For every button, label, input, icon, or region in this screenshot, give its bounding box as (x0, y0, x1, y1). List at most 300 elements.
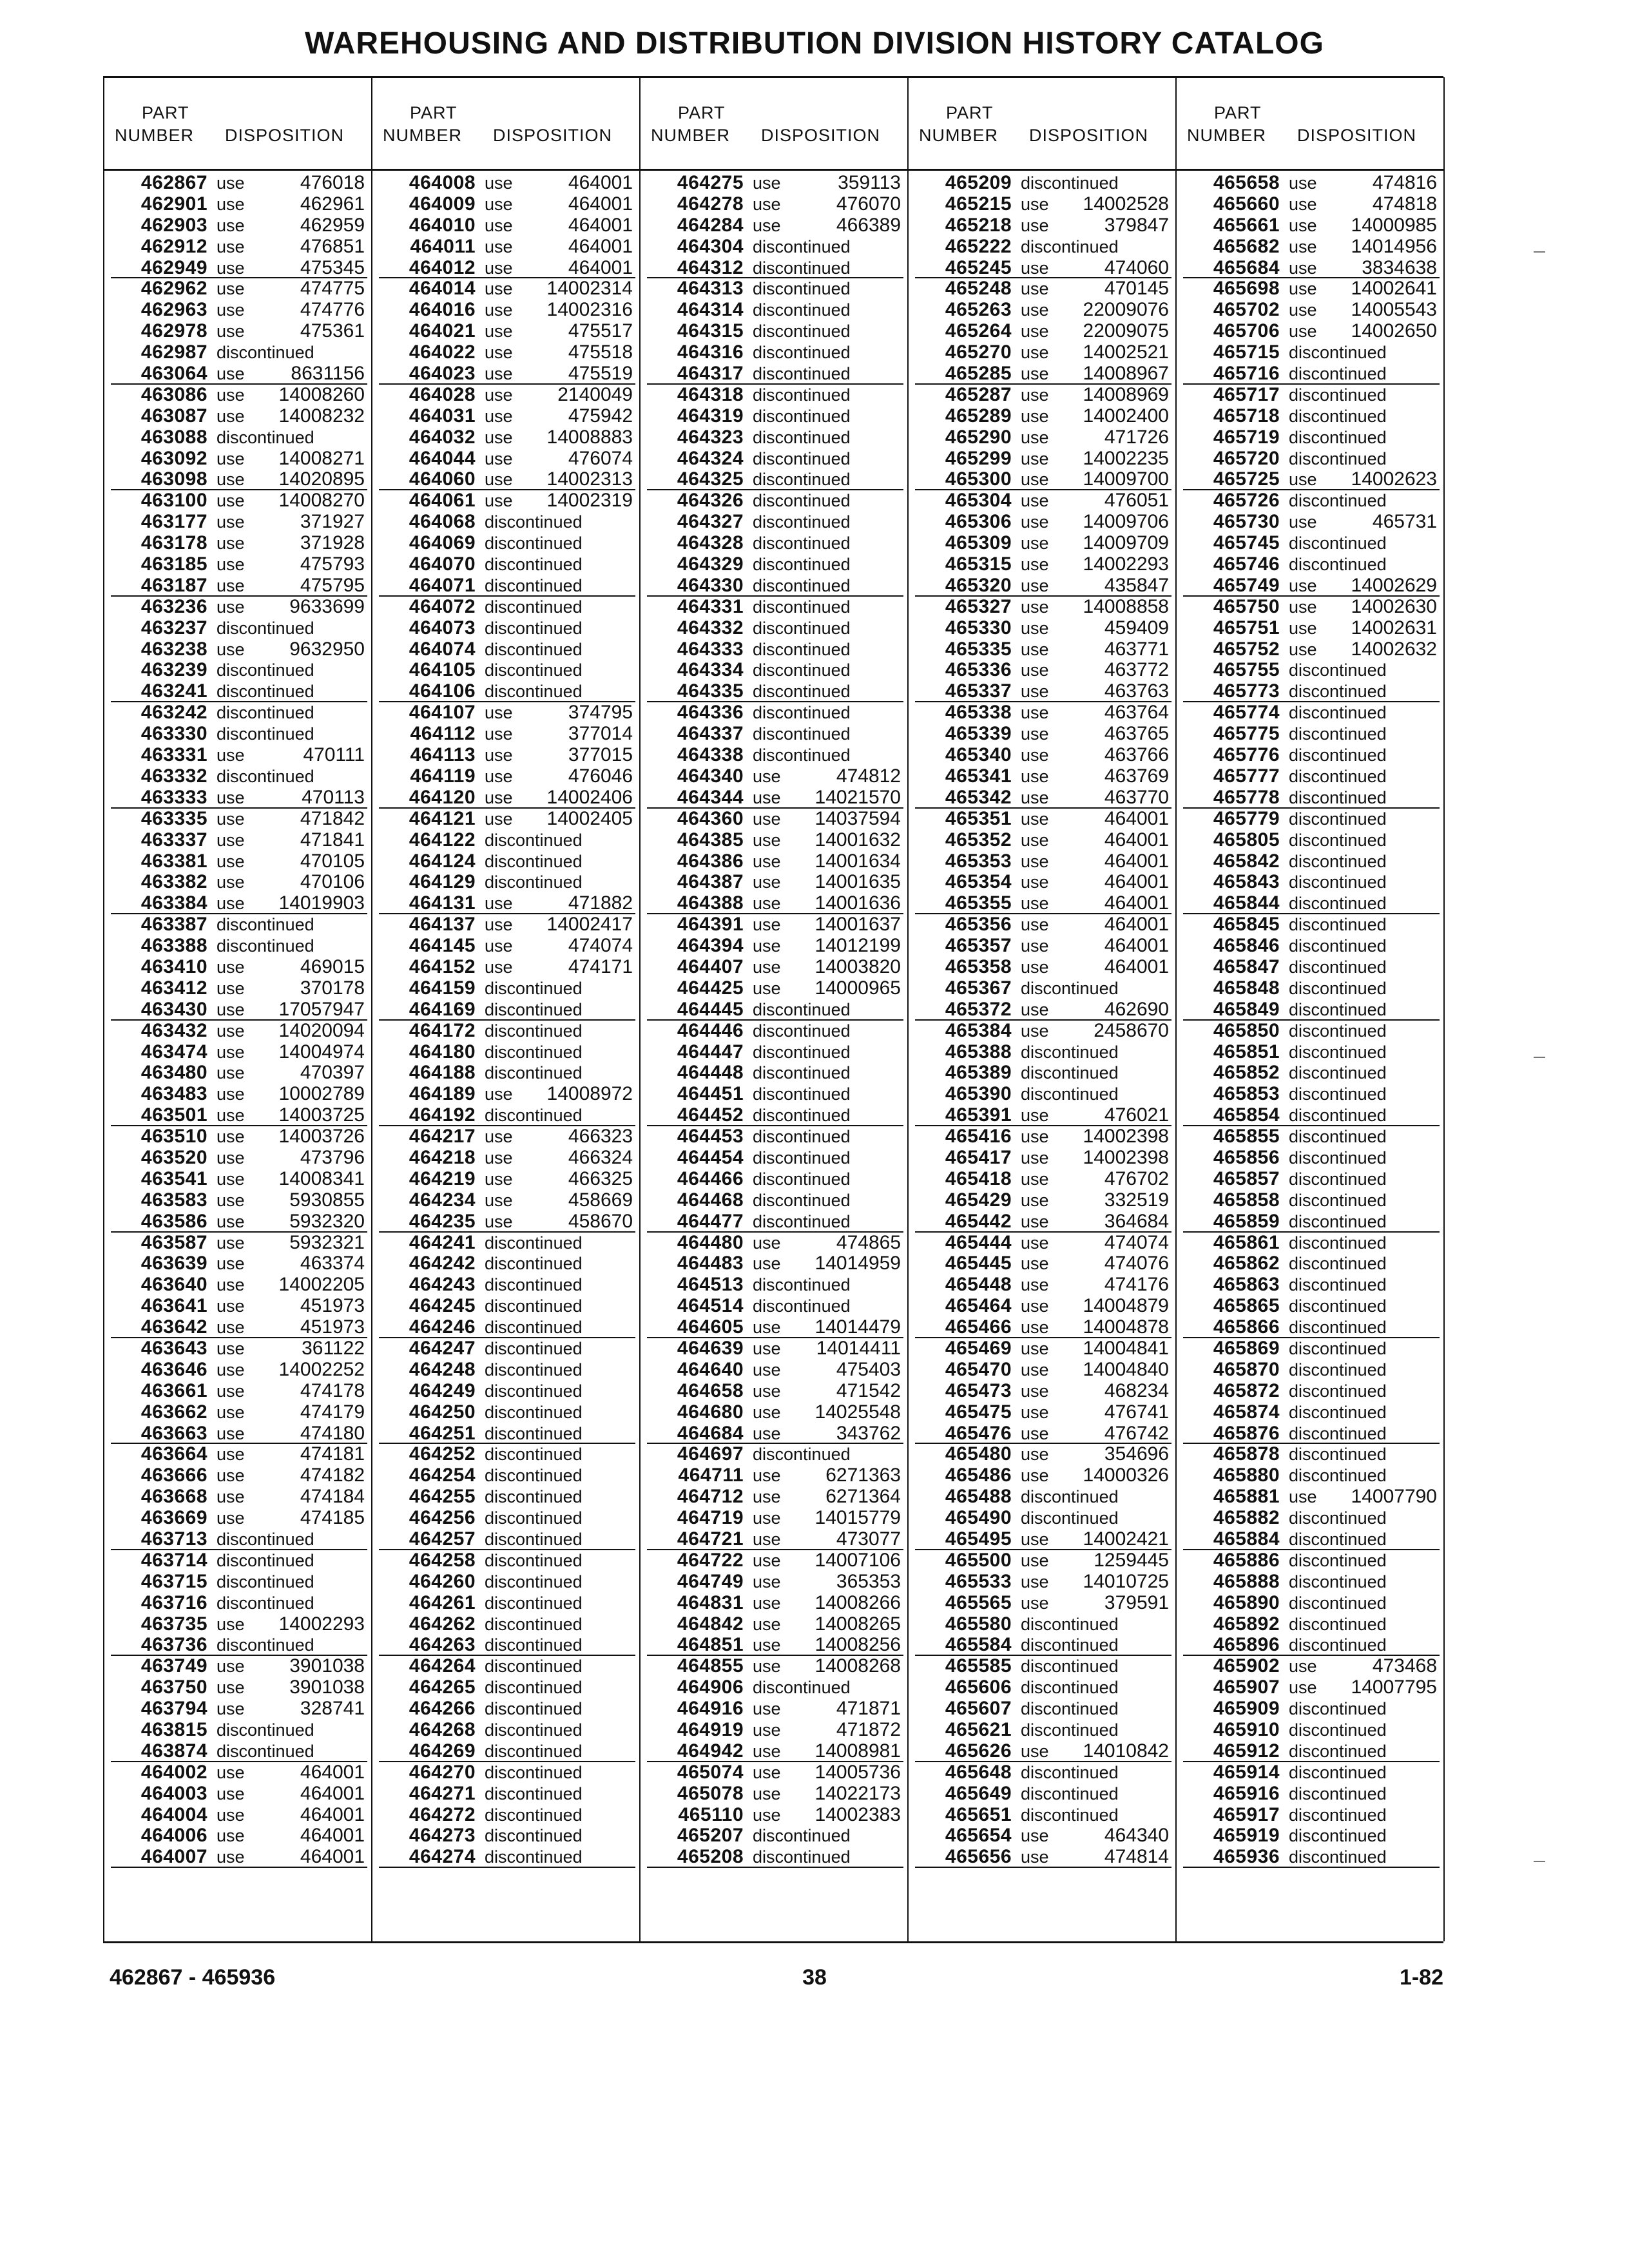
disposition-keyword: discontinued (1289, 1593, 1387, 1613)
replacement-part-number: 14002405 (546, 807, 633, 829)
disposition (207, 872, 367, 893)
table-row (111, 1190, 367, 1211)
table-row (379, 1423, 635, 1445)
disposition-keyword: use (753, 851, 781, 871)
table-row (111, 1402, 367, 1423)
table-row (1183, 1423, 1440, 1445)
part-number: 464121 (409, 807, 476, 829)
part-number: 465388 (945, 1041, 1012, 1062)
part-number: 464243 (409, 1274, 476, 1296)
disposition-keyword: use (1021, 406, 1049, 426)
table-row (647, 1571, 903, 1593)
disposition (1280, 1741, 1440, 1762)
part-number: 464145 (409, 935, 476, 957)
disposition-keyword: discontinued (217, 660, 314, 680)
replacement-part-number: 14002406 (546, 786, 633, 808)
table-row (915, 533, 1171, 554)
disposition (476, 363, 635, 385)
disposition (744, 1550, 903, 1571)
disposition (1012, 575, 1171, 597)
table-row (915, 1783, 1171, 1805)
replacement-part-number: 474182 (300, 1465, 365, 1486)
replacement-part-number: 466324 (568, 1146, 633, 1168)
part-number: 465896 (1213, 1634, 1280, 1656)
disposition-keyword: discontinued (217, 1571, 314, 1591)
disposition (1012, 851, 1171, 872)
part-number: 465881 (1213, 1486, 1280, 1508)
replacement-part-number: 14002398 (1083, 1126, 1169, 1148)
replacement-part-number: 9633699 (289, 595, 365, 617)
table-row (379, 1169, 635, 1190)
table-row (1183, 1508, 1440, 1529)
table-row (1183, 957, 1440, 978)
table-row (1183, 893, 1440, 914)
disposition-keyword: discontinued (753, 1275, 851, 1295)
replacement-part-number: 463765 (1104, 723, 1169, 745)
part-number: 462962 (140, 278, 207, 300)
part-number: 465749 (1213, 574, 1280, 596)
disposition-keyword: discontinued (1289, 1169, 1387, 1189)
replacement-part-number: 14000965 (815, 977, 901, 999)
replacement-part-number: 5932321 (289, 1231, 365, 1253)
disposition (744, 385, 903, 406)
disposition (1280, 1423, 1440, 1445)
table-row (1183, 321, 1440, 342)
replacement-part-number: 14025548 (815, 1401, 901, 1423)
disposition-keyword: discontinued (753, 1826, 851, 1846)
replacement-part-number: 463772 (1104, 659, 1169, 681)
disposition (1012, 639, 1171, 660)
part-number: 463087 (140, 405, 207, 427)
disposition-keyword: use (1021, 1466, 1049, 1486)
replacement-part-number: 14008270 (278, 490, 365, 512)
part-number: 464189 (409, 1083, 476, 1105)
disposition (207, 1296, 367, 1317)
header-number: NUMBER (651, 126, 731, 145)
table-row (915, 1465, 1171, 1486)
part-number: 465289 (945, 405, 1012, 427)
replacement-part-number: 14001635 (815, 871, 901, 893)
table-row (379, 215, 635, 236)
table-row (1183, 1529, 1440, 1550)
replacement-part-number: 469015 (300, 956, 365, 977)
replacement-part-number: 476851 (300, 235, 365, 257)
column-header (371, 102, 639, 147)
part-number: 465533 (945, 1570, 1012, 1592)
table-row (111, 1360, 367, 1381)
table-row (647, 1233, 903, 1254)
header-disposition: DISPOSITION (225, 126, 345, 145)
disposition-keyword: discontinued (485, 851, 583, 871)
table-row (647, 851, 903, 872)
part-number: 464011 (410, 235, 476, 257)
table-row (647, 236, 903, 258)
replacement-part-number: 470145 (1104, 278, 1169, 300)
disposition (1280, 278, 1440, 300)
disposition-keyword: use (217, 830, 245, 850)
replacement-part-number: 464001 (300, 1782, 365, 1804)
column-divider (639, 77, 641, 1941)
replacement-part-number: 14002629 (1351, 574, 1437, 596)
part-number: 464119 (410, 765, 476, 787)
part-number: 464260 (409, 1570, 476, 1592)
disposition-keyword: discontinued (1289, 1423, 1387, 1443)
disposition-keyword: use (753, 1571, 781, 1591)
disposition-keyword: use (217, 1084, 245, 1104)
disposition-keyword: discontinued (1021, 1657, 1119, 1677)
table-row (915, 999, 1171, 1021)
table-row (1183, 681, 1440, 702)
table-row (647, 1021, 903, 1042)
part-number: 464387 (677, 871, 744, 893)
disposition-keyword: discontinued (753, 343, 851, 363)
table-row (647, 1253, 903, 1274)
disposition-keyword: discontinued (485, 1678, 583, 1698)
disposition (476, 469, 635, 490)
disposition (207, 1486, 367, 1508)
part-number: 465304 (945, 490, 1012, 512)
disposition (476, 236, 635, 258)
disposition-keyword: discontinued (217, 766, 314, 786)
disposition-keyword: use (753, 957, 781, 977)
part-number: 464658 (677, 1379, 744, 1401)
table-row (379, 1126, 635, 1148)
disposition (1012, 1148, 1171, 1169)
part-number: 464316 (677, 341, 744, 363)
disposition-keyword: use (1021, 322, 1049, 341)
disposition-keyword: use (217, 1699, 245, 1719)
disposition-keyword: use (1289, 512, 1317, 532)
disposition (744, 1847, 903, 1868)
disposition (1012, 1296, 1171, 1317)
disposition-keyword: discontinued (485, 1508, 583, 1528)
disposition (1012, 1105, 1171, 1126)
disposition (1280, 1360, 1440, 1381)
table-row (111, 427, 367, 448)
part-number: 463874 (140, 1740, 207, 1762)
table-row (915, 809, 1171, 830)
disposition-keyword: discontinued (753, 639, 851, 659)
disposition-keyword: discontinued (1289, 809, 1387, 829)
part-number: 465842 (1213, 850, 1280, 872)
table-row (915, 978, 1171, 999)
replacement-part-number: 464001 (1104, 829, 1169, 850)
disposition (1012, 1253, 1171, 1274)
disposition-keyword: use (753, 1550, 781, 1570)
table-row (379, 1508, 635, 1529)
disposition-keyword: discontinued (485, 1318, 583, 1338)
replacement-part-number: 22009076 (1083, 299, 1169, 321)
table-row (647, 660, 903, 681)
disposition (1280, 1677, 1440, 1698)
table-row (915, 1444, 1171, 1465)
table-row (111, 1253, 367, 1274)
footer-range: 462867 - 465936 (110, 1965, 276, 1990)
disposition (476, 1571, 635, 1593)
disposition (207, 1148, 367, 1169)
disposition-keyword: use (485, 936, 513, 956)
part-number: 463185 (140, 553, 207, 575)
disposition-keyword: discontinued (1289, 1508, 1387, 1528)
part-number: 465110 (678, 1803, 744, 1825)
table-row (647, 173, 903, 194)
disposition-keyword: discontinued (1289, 1805, 1387, 1825)
part-number: 465851 (1213, 1041, 1280, 1062)
disposition (744, 533, 903, 554)
table-row (379, 469, 635, 490)
disposition (1012, 597, 1171, 618)
disposition (476, 321, 635, 342)
disposition-keyword: discontinued (485, 1762, 583, 1782)
disposition (207, 575, 367, 597)
disposition (207, 1126, 367, 1148)
replacement-part-number: 474812 (836, 765, 901, 787)
table-row (647, 1508, 903, 1529)
disposition-keyword: discontinued (1289, 724, 1387, 744)
disposition (744, 1169, 903, 1190)
disposition-keyword: discontinued (1289, 491, 1387, 511)
table-row (1183, 1571, 1440, 1593)
part-number: 464284 (677, 214, 744, 236)
disposition (1012, 1847, 1171, 1868)
table-row (1183, 1338, 1440, 1360)
disposition-keyword: discontinued (1289, 787, 1387, 807)
part-number: 465649 (945, 1782, 1012, 1804)
table-row (647, 1317, 903, 1338)
table-row (915, 1847, 1171, 1868)
disposition (476, 385, 635, 406)
table-row (111, 1847, 367, 1868)
disposition-keyword: discontinued (753, 385, 851, 405)
table-row (915, 490, 1171, 512)
disposition (207, 936, 367, 957)
part-number: 464248 (409, 1358, 476, 1380)
table-row (915, 194, 1171, 215)
disposition (744, 278, 903, 300)
disposition-keyword: discontinued (753, 724, 851, 744)
disposition (1012, 448, 1171, 470)
disposition (1280, 1444, 1440, 1465)
table-row (1183, 1656, 1440, 1677)
disposition-keyword: use (1289, 173, 1317, 193)
table-row (111, 1593, 367, 1614)
part-number: 464113 (410, 744, 476, 766)
part-number: 464916 (677, 1698, 744, 1720)
disposition-keyword: use (217, 194, 245, 214)
disposition-keyword: use (1021, 533, 1049, 553)
table-row (1183, 1698, 1440, 1720)
part-number: 463382 (140, 871, 207, 893)
disposition-keyword: use (1289, 597, 1317, 617)
disposition (476, 342, 635, 363)
table-row (1183, 809, 1440, 830)
replacement-part-number: 5930855 (289, 1189, 365, 1211)
disposition-keyword: use (217, 385, 245, 405)
table-row (379, 1317, 635, 1338)
disposition (207, 194, 367, 215)
table-row (915, 724, 1171, 745)
replacement-part-number: 14012199 (815, 935, 901, 957)
disposition (1012, 1381, 1171, 1402)
disposition-keyword: discontinued (1289, 1084, 1387, 1104)
disposition-keyword: use (1021, 639, 1049, 659)
disposition (1012, 1402, 1171, 1423)
disposition-keyword: discontinued (753, 406, 851, 426)
disposition (744, 554, 903, 575)
disposition-keyword: discontinued (753, 470, 851, 490)
table-row (647, 1423, 903, 1445)
replacement-part-number: 471871 (836, 1698, 901, 1720)
disposition-keyword: discontinued (485, 1360, 583, 1379)
part-number: 463064 (140, 363, 207, 385)
part-number: 465416 (945, 1126, 1012, 1148)
table-row (111, 173, 367, 194)
disposition (207, 321, 367, 342)
table-row (647, 936, 903, 957)
disposition-keyword: use (217, 1657, 245, 1677)
part-number: 465320 (945, 574, 1012, 596)
replacement-part-number: 464001 (568, 193, 633, 215)
disposition (1012, 1021, 1171, 1042)
replacement-part-number: 14014959 (815, 1253, 901, 1274)
part-number: 463430 (140, 998, 207, 1020)
part-number: 465442 (945, 1210, 1012, 1232)
part-number: 465584 (945, 1634, 1012, 1656)
part-number: 464942 (677, 1740, 744, 1762)
part-number: 465621 (945, 1719, 1012, 1741)
part-number: 465916 (1213, 1782, 1280, 1804)
table-row (1183, 1614, 1440, 1635)
replacement-part-number: 459409 (1104, 617, 1169, 639)
replacement-part-number: 464001 (300, 1803, 365, 1825)
replacement-part-number: 470106 (300, 871, 365, 893)
disposition-keyword: use (485, 215, 513, 235)
disposition-keyword: use (1021, 1148, 1049, 1168)
table-row (379, 1211, 635, 1233)
part-number: 464325 (677, 468, 744, 490)
disposition (1280, 893, 1440, 914)
disposition (744, 469, 903, 490)
table-row (915, 1402, 1171, 1423)
disposition-keyword: use (1021, 491, 1049, 511)
table-row (1183, 385, 1440, 406)
part-number: 464466 (677, 1168, 744, 1189)
disposition-keyword: use (217, 1211, 245, 1231)
disposition-keyword: use (1289, 639, 1317, 659)
disposition (476, 1465, 635, 1486)
part-number: 464031 (409, 405, 476, 427)
part-number: 464257 (409, 1528, 476, 1550)
disposition-keyword: use (1021, 555, 1049, 575)
disposition (1012, 914, 1171, 936)
disposition (476, 1105, 635, 1126)
part-number: 465585 (945, 1655, 1012, 1677)
disposition-keyword: use (217, 872, 245, 892)
table-row (915, 745, 1171, 766)
part-number: 464010 (409, 214, 476, 236)
disposition (1280, 702, 1440, 724)
replacement-part-number: 14010725 (1083, 1570, 1169, 1592)
disposition-keyword: use (1021, 703, 1049, 723)
disposition-keyword: use (1021, 787, 1049, 807)
disposition-keyword: use (1021, 660, 1049, 680)
disposition-keyword: use (217, 894, 245, 914)
disposition (744, 702, 903, 724)
part-number: 464842 (677, 1613, 744, 1635)
disposition-keyword: use (1021, 830, 1049, 850)
replacement-part-number: 462961 (300, 193, 365, 215)
table-row (379, 321, 635, 342)
replacement-part-number: 14001632 (815, 829, 901, 850)
part-number: 465351 (945, 807, 1012, 829)
table-row (379, 936, 635, 957)
replacement-part-number: 14008972 (546, 1083, 633, 1105)
table-row (111, 1825, 367, 1847)
replacement-part-number: 476702 (1104, 1168, 1169, 1189)
part-number: 464004 (140, 1803, 207, 1825)
disposition-keyword: discontinued (1021, 173, 1119, 193)
disposition (744, 872, 903, 893)
disposition-keyword: discontinued (217, 1635, 314, 1655)
disposition-keyword: use (1289, 322, 1317, 341)
disposition-keyword: use (217, 512, 245, 532)
part-number: 464021 (409, 320, 476, 342)
disposition-keyword: use (485, 385, 513, 405)
part-number: 465865 (1213, 1295, 1280, 1317)
disposition (476, 1317, 635, 1338)
table-row (1183, 1550, 1440, 1571)
column-header (907, 102, 1175, 147)
disposition (476, 1635, 635, 1656)
part-number: 465805 (1213, 829, 1280, 850)
disposition (1012, 1593, 1171, 1614)
table-row (647, 1635, 903, 1656)
table-row (915, 957, 1171, 978)
disposition (207, 1762, 367, 1783)
table-row (111, 914, 367, 936)
part-number: 465902 (1213, 1655, 1280, 1677)
replacement-part-number: 2458670 (1094, 1019, 1169, 1041)
replacement-part-number: 14002319 (546, 490, 633, 512)
table-row (647, 872, 903, 893)
disposition-keyword: discontinued (1289, 1042, 1387, 1062)
replacement-part-number: 463770 (1104, 786, 1169, 808)
replacement-part-number: 365353 (836, 1570, 901, 1592)
replacement-part-number: 474074 (1104, 1231, 1169, 1253)
table-row (915, 1825, 1171, 1847)
part-number: 464120 (409, 786, 476, 808)
disposition (207, 787, 367, 809)
disposition (207, 766, 367, 787)
replacement-part-number: 475517 (568, 320, 633, 342)
part-number: 465718 (1213, 405, 1280, 427)
part-number: 464256 (409, 1507, 476, 1529)
table-row (111, 258, 367, 279)
part-number: 465222 (945, 235, 1012, 257)
replacement-part-number: 361122 (302, 1337, 365, 1359)
table-row (1183, 1635, 1440, 1656)
disposition-keyword: discontinued (1289, 1381, 1387, 1401)
disposition (207, 469, 367, 490)
table-row (915, 1381, 1171, 1402)
part-number: 464448 (677, 1062, 744, 1084)
replacement-part-number: 14008266 (815, 1591, 901, 1613)
disposition (1012, 1062, 1171, 1084)
replacement-part-number: 14008265 (815, 1613, 901, 1635)
part-number: 465936 (1213, 1846, 1280, 1868)
disposition-keyword: use (753, 1508, 781, 1528)
header-disposition: DISPOSITION (1297, 126, 1417, 145)
